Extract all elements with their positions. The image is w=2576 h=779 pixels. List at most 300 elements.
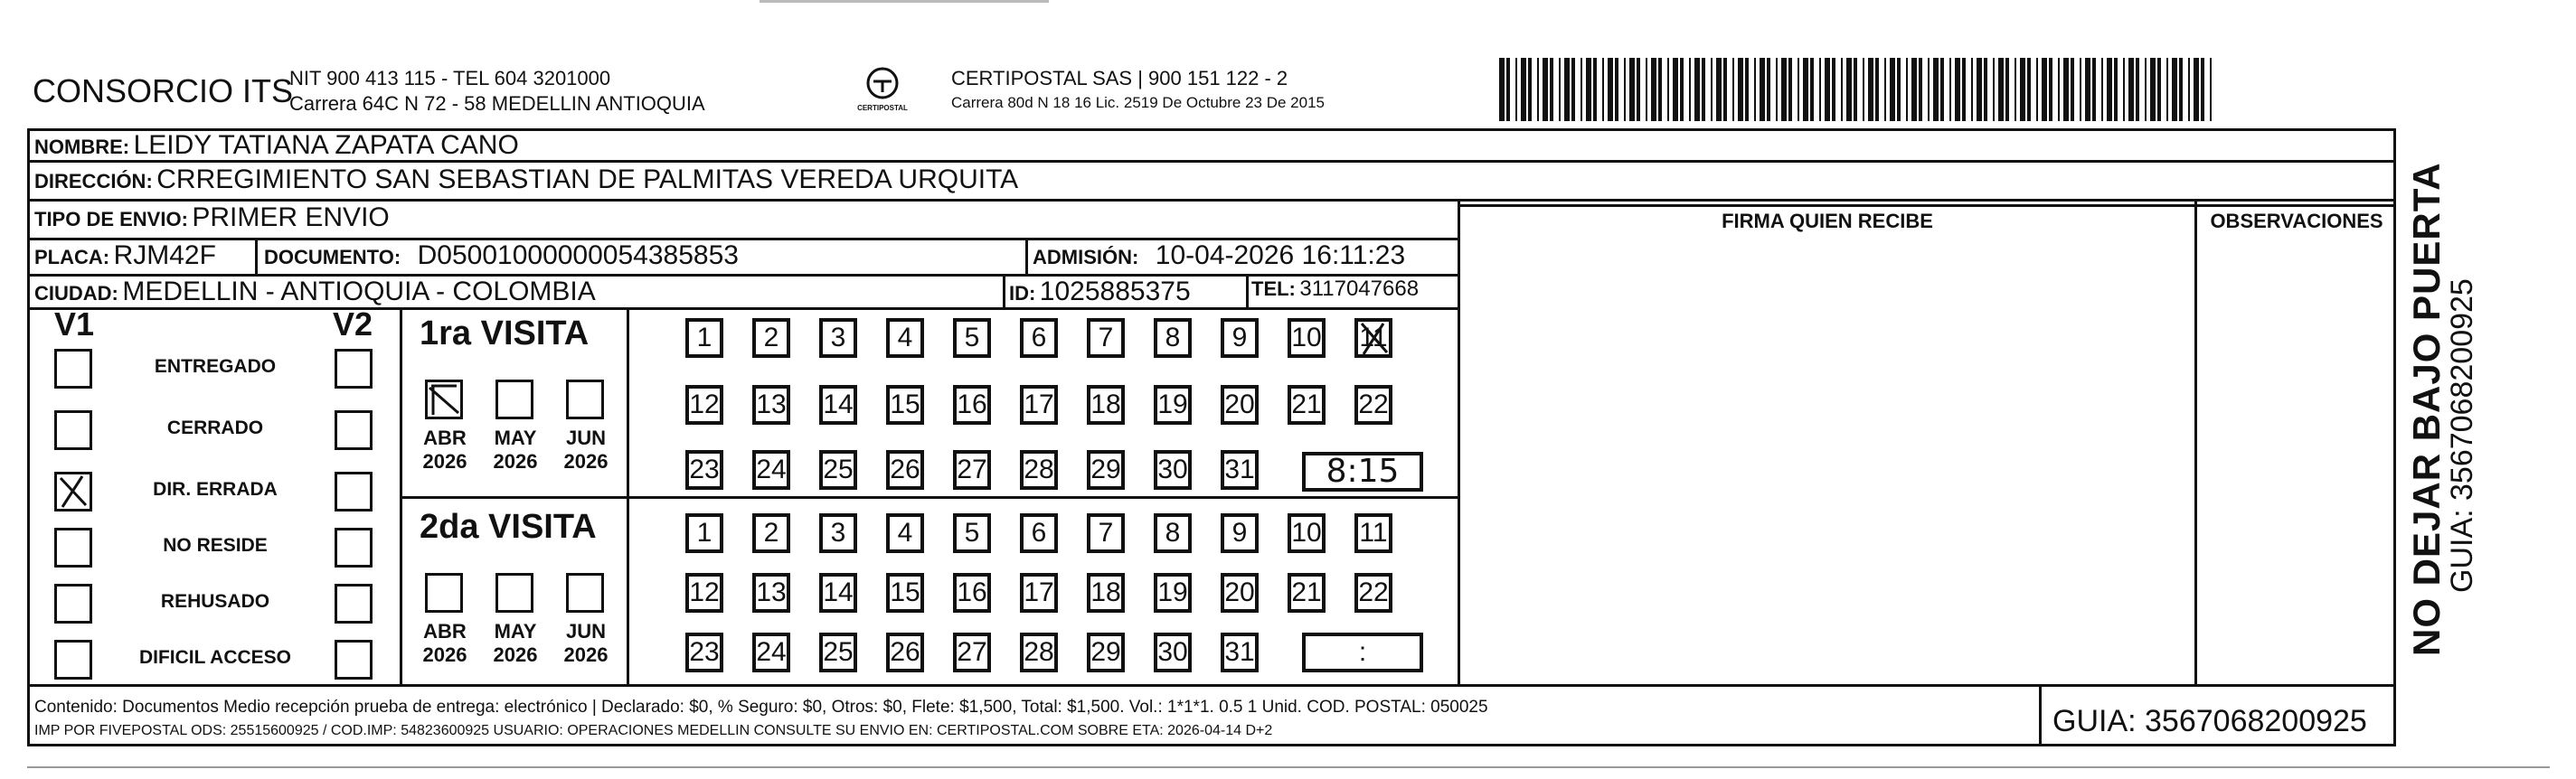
day-number: 31 <box>1224 455 1255 484</box>
check-mark-icon <box>57 474 90 509</box>
barcode-bar <box>1911 58 1917 121</box>
barcode-bar <box>2179 58 2183 121</box>
barcode-bar <box>2092 58 2096 121</box>
documento-row <box>264 240 739 271</box>
barcode-bar <box>2201 58 2204 121</box>
first-visit-day-25[interactable] <box>819 450 857 490</box>
first-visit-day-5[interactable] <box>953 318 991 358</box>
barcode-bar <box>1629 58 1635 121</box>
ciudad-value: MEDELLIN - ANTIOQUIA - COLOMBIA <box>122 277 596 306</box>
barcode-bar <box>1723 58 1727 121</box>
tel-label: TEL: <box>1251 277 1296 300</box>
barcode-bar <box>1962 58 1966 121</box>
tipo-label: TIPO DE ENVIO: <box>34 208 188 230</box>
second-visit-day-28[interactable] <box>1020 633 1058 672</box>
second-visit-time[interactable] <box>1302 633 1423 672</box>
barcode-bar <box>1515 58 1517 121</box>
second-visit-day-26[interactable] <box>886 633 924 672</box>
second-visit-month-label-2: JUN <box>565 620 606 643</box>
day-number: 18 <box>1090 390 1121 419</box>
day-number: 16 <box>957 390 987 419</box>
first-visit-day-22[interactable] <box>1354 385 1392 425</box>
second-visit-year-label-0: 2026 <box>422 643 467 666</box>
day-number: 20 <box>1224 390 1255 419</box>
first-visit-day-30[interactable] <box>1154 450 1192 490</box>
tipo-value: PRIMER ENVIO <box>192 202 390 232</box>
second-visit-day-11[interactable] <box>1354 513 1392 553</box>
first-visit-day-23[interactable] <box>685 450 723 490</box>
v2-checkbox-3[interactable] <box>335 528 373 568</box>
first-visit-day-7[interactable] <box>1087 318 1125 358</box>
placa-row <box>34 240 216 271</box>
day-number: 1 <box>696 518 712 548</box>
day-number: 30 <box>1157 455 1188 484</box>
barcode-bar <box>1624 58 1626 121</box>
day-number: 10 <box>1291 323 1322 352</box>
status-label-3: NO RESIDE <box>163 535 268 556</box>
day-number: 5 <box>964 518 980 548</box>
day-number: 22 <box>1358 577 1389 607</box>
first-visit-day-1[interactable] <box>685 318 723 358</box>
first-visit-month-box-0[interactable] <box>425 380 463 419</box>
second-visit-day-23[interactable] <box>685 633 723 672</box>
second-visit-day-30[interactable] <box>1154 633 1192 672</box>
day-number: 23 <box>689 455 720 484</box>
barcode-bar <box>1559 58 1561 121</box>
carrier-address: Carrera 80d N 18 16 Lic. 2519 De Octubre 23 De 2015 <box>951 94 1325 111</box>
day-number: 2 <box>763 323 779 352</box>
barcode-bar <box>1846 58 1852 121</box>
day-number: 9 <box>1231 518 1248 548</box>
barcode-bar <box>1832 58 1835 121</box>
footer-guia: GUIA: 3567068200925 <box>2052 704 2367 738</box>
barcode-bar <box>2049 58 2052 121</box>
v2-checkbox-0[interactable] <box>335 349 373 389</box>
second-visit-day-22[interactable] <box>1354 573 1392 613</box>
first-visit-month-label-1: MAY <box>494 427 537 449</box>
first-visit-day-26[interactable] <box>886 450 924 490</box>
barcode-bar <box>2063 58 2069 121</box>
second-visit-day-14[interactable] <box>819 573 857 613</box>
barcode-bar <box>2015 58 2016 121</box>
first-visit-day-20[interactable] <box>1221 385 1259 425</box>
barcode-bar <box>1564 58 1570 121</box>
day-number: 3 <box>830 518 846 548</box>
day-number: 7 <box>1098 323 1114 352</box>
barcode-bar <box>1803 58 1808 121</box>
second-visit-day-17[interactable] <box>1020 573 1058 613</box>
barcode-bar <box>2157 58 2161 121</box>
v2-checkbox-2[interactable] <box>335 472 373 512</box>
barcode-bar <box>1543 58 1548 121</box>
status-label-5: DIFICIL ACCESO <box>138 647 291 668</box>
day-number: 15 <box>890 577 920 607</box>
day-number: 13 <box>756 577 787 607</box>
barcode-bar <box>1615 58 1618 121</box>
second-visit-day-4[interactable] <box>886 513 924 553</box>
first-visit-time-value: 8:15 <box>1326 453 1400 490</box>
direccion-label: DIRECCIÓN: <box>34 170 153 192</box>
day-number: 13 <box>756 390 787 419</box>
barcode-bar <box>2080 58 2081 121</box>
second-visit-day-25[interactable] <box>819 633 857 672</box>
first-visit-day-24[interactable] <box>752 450 790 490</box>
direccion-value: CRREGIMIENTO SAN SEBASTIAN DE PALMITAS VEREDA URQUITA <box>156 164 1019 194</box>
barcode-bar <box>1854 58 1857 121</box>
day-number: 17 <box>1024 390 1054 419</box>
first-visit-day-21[interactable] <box>1288 385 1326 425</box>
day-number: 10 <box>1291 518 1322 548</box>
first-visit-year-label-1: 2026 <box>493 450 538 473</box>
first-visit-day-28[interactable] <box>1020 450 1058 490</box>
first-visit-month-box-2[interactable] <box>566 380 604 419</box>
barcode-bar <box>1711 58 1713 121</box>
day-number: 6 <box>1031 323 1047 352</box>
tel-value: 3117047668 <box>1299 277 1420 301</box>
first-visit-day-16[interactable] <box>953 385 991 425</box>
first-visit-year-label-0: 2026 <box>422 450 467 473</box>
barcode-bar <box>2194 58 2199 121</box>
barcode-bar <box>1868 58 1873 121</box>
admision-value: 10-04-2026 16:11:23 <box>1155 240 1406 270</box>
v2-header: V2 <box>333 305 373 343</box>
barcode-bar <box>2020 58 2025 121</box>
second-visit-month-label-1: MAY <box>494 620 537 643</box>
day-number: 7 <box>1098 518 1114 548</box>
barcode-bar <box>2101 58 2103 121</box>
first-visit-year-label-2: 2026 <box>563 450 609 473</box>
barcode-bar <box>1581 58 1582 121</box>
day-number: 29 <box>1090 455 1121 484</box>
barcode-bar <box>1499 58 1505 121</box>
second-visit-day-18[interactable] <box>1087 573 1125 613</box>
barcode-bar <box>1646 58 1647 121</box>
barcode-bar <box>1933 58 1939 121</box>
day-number: 8 <box>1165 323 1181 352</box>
second-visit-day-8[interactable] <box>1154 513 1192 553</box>
admision-label: ADMISIÓN: <box>1033 246 1139 268</box>
second-visit-time-value: : <box>1358 637 1367 667</box>
second-visit-day-29[interactable] <box>1087 633 1125 672</box>
barcode-bar <box>1825 58 1830 121</box>
second-visit-day-5[interactable] <box>953 513 991 553</box>
day-number: 17 <box>1024 577 1054 607</box>
barcode-bar <box>1702 58 1705 121</box>
day-number: 28 <box>1024 455 1054 484</box>
second-visit-day-2[interactable] <box>752 513 790 553</box>
v1-checkbox-1[interactable] <box>54 410 92 450</box>
firma-header: FIRMA QUIEN RECIBE <box>1722 210 1933 232</box>
barcode-bar <box>2150 58 2156 121</box>
v1-checkbox-4[interactable] <box>54 584 92 624</box>
placa-label: PLACA: <box>34 246 110 268</box>
barcode-bar <box>1819 58 1821 121</box>
day-number: 5 <box>964 323 980 352</box>
v1-checkbox-2[interactable] <box>54 472 92 512</box>
carrier-name: CERTIPOSTAL SAS | 900 151 122 - 2 <box>951 67 1288 89</box>
barcode-icon <box>1499 58 2219 121</box>
first-visit-day-11[interactable] <box>1354 318 1392 358</box>
scan-mark <box>760 0 1049 3</box>
ciudad-row <box>34 277 596 307</box>
second-visit-day-16[interactable] <box>953 573 991 613</box>
barcode-bar <box>1863 58 1864 121</box>
day-number: 21 <box>1291 390 1322 419</box>
day-number: 26 <box>890 455 920 484</box>
side-guia <box>2445 213 2490 593</box>
day-number: 23 <box>689 637 720 667</box>
barcode-bar <box>1673 58 1678 121</box>
side-warning-text: NO DEJAR BAJO PUERTA <box>2405 162 2448 656</box>
placa-value: RJM42F <box>113 240 216 270</box>
second-visit-day-12[interactable] <box>685 573 723 613</box>
tipo-row <box>34 202 390 233</box>
first-visit-day-6[interactable] <box>1020 318 1058 358</box>
barcode-bar <box>1897 58 1901 121</box>
barcode-bar <box>1506 58 1510 121</box>
day-number: 31 <box>1224 637 1255 667</box>
day-number: 27 <box>957 637 987 667</box>
first-visit-day-2[interactable] <box>752 318 790 358</box>
v1-checkbox-0[interactable] <box>54 349 92 389</box>
day-number: 3 <box>830 323 846 352</box>
logo-text: CERTIPOSTAL <box>857 104 908 112</box>
second-visit-day-13[interactable] <box>752 573 790 613</box>
admision-row <box>1033 240 1405 271</box>
second-visit-day-21[interactable] <box>1288 573 1326 613</box>
barcode-bar <box>1602 58 1604 121</box>
barcode-bar <box>1984 58 1987 121</box>
barcode-bar <box>1754 58 1756 121</box>
first-visit-day-4[interactable] <box>886 318 924 358</box>
barcode-bar <box>2123 58 2125 121</box>
first-visit-day-14[interactable] <box>819 385 857 425</box>
barcode-bar <box>2188 58 2190 121</box>
nombre-row <box>34 130 519 161</box>
second-visit-title: 2da VISITA <box>420 508 597 546</box>
id-label: ID: <box>1009 282 1036 305</box>
first-visit-day-8[interactable] <box>1154 318 1192 358</box>
barcode-bar <box>1738 58 1743 121</box>
status-label-1: CERRADO <box>166 418 264 438</box>
barcode-bar <box>2005 58 2009 121</box>
barcode-bar <box>2042 58 2047 121</box>
ciudad-label: CIUDAD: <box>34 282 118 305</box>
barcode-bar <box>2107 58 2112 121</box>
first-visit-day-17[interactable] <box>1020 385 1058 425</box>
barcode-bar <box>1971 58 1973 121</box>
barcode-bar <box>1788 58 1792 121</box>
status-label-4: REHUSADO <box>160 591 270 612</box>
second-visit-year-label-2: 2026 <box>563 643 609 666</box>
second-visit-day-10[interactable] <box>1288 513 1326 553</box>
barcode-bar <box>1694 58 1700 121</box>
barcode-bar <box>1767 58 1770 121</box>
day-number: 30 <box>1157 637 1188 667</box>
day-number: 21 <box>1291 577 1322 607</box>
first-visit-day-12[interactable] <box>685 385 723 425</box>
barcode-bar <box>1919 58 1922 121</box>
barcode-bar <box>1550 58 1553 121</box>
v1-checkbox-5[interactable] <box>54 640 92 680</box>
second-visit-year-label-1: 2026 <box>493 643 538 666</box>
first-visit-day-13[interactable] <box>752 385 790 425</box>
second-visit-month-box-0[interactable] <box>425 573 463 613</box>
day-number: 9 <box>1231 323 1248 352</box>
first-visit-day-15[interactable] <box>886 385 924 425</box>
barcode-bar <box>2210 58 2212 121</box>
second-visit-day-6[interactable] <box>1020 513 1058 553</box>
barcode-bar <box>2036 58 2038 121</box>
company-address: Carrera 64C N 72 - 58 MEDELLIN ANTIOQUIA <box>289 92 705 115</box>
day-number: 14 <box>823 390 854 419</box>
day-number: 2 <box>763 518 779 548</box>
second-visit-day-7[interactable] <box>1087 513 1125 553</box>
second-visit-day-9[interactable] <box>1221 513 1259 553</box>
company-nit: NIT 900 413 115 - TEL 604 3201000 <box>289 67 611 89</box>
barcode-bar <box>1781 58 1787 121</box>
barcode-bar <box>1732 58 1734 121</box>
side-guia-text: GUIA: 3567068200925 <box>2445 278 2479 593</box>
barcode-bar <box>2128 58 2134 121</box>
day-number: 4 <box>897 323 913 352</box>
day-number: 22 <box>1358 390 1389 419</box>
observaciones-header: OBSERVACIONES <box>2210 210 2383 232</box>
day-number: 18 <box>1090 577 1121 607</box>
first-visit-day-3[interactable] <box>819 318 857 358</box>
footer-imp-line: IMP POR FIVEPOSTAL ODS: 25515600925 / COD.IMP: 54823600925 USUARIO: OPERACIONES MEDELLIN CONSULTE SU ENVIO EN: CERTIPOSTAL.COM SOBRE ETA: 2026-04-14 D+2 <box>34 723 1273 738</box>
documento-label: DOCUMENTO: <box>264 246 401 268</box>
status-label-2: DIR. ERRADA <box>153 479 278 500</box>
second-visit-day-1[interactable] <box>685 513 723 553</box>
v2-checkbox-4[interactable] <box>335 584 373 624</box>
tel-row <box>1251 277 1419 302</box>
documento-value: D05001000000054385853 <box>417 240 739 270</box>
certipostal-logo <box>855 65 910 119</box>
day-number: 26 <box>890 637 920 667</box>
first-visit-month-box-1[interactable] <box>495 380 533 419</box>
first-visit-day-9[interactable] <box>1221 318 1259 358</box>
day-number: 8 <box>1165 518 1181 548</box>
barcode-bar <box>1940 58 1944 121</box>
first-visit-day-27[interactable] <box>953 450 991 490</box>
barcode-bar <box>1716 58 1722 121</box>
second-visit-day-19[interactable] <box>1154 573 1192 613</box>
first-visit-day-18[interactable] <box>1087 385 1125 425</box>
barcode-bar <box>1680 58 1684 121</box>
barcode-bar <box>1593 58 1597 121</box>
v2-checkbox-5[interactable] <box>335 640 373 680</box>
first-visit-day-29[interactable] <box>1087 450 1125 490</box>
barcode-bar <box>2166 58 2168 121</box>
day-number: 27 <box>957 455 987 484</box>
first-visit-time[interactable] <box>1302 452 1423 492</box>
day-number: 11 <box>1359 323 1388 352</box>
first-visit-month-label-2: JUN <box>565 427 606 449</box>
barcode-bar <box>1667 58 1669 121</box>
barcode-bar <box>2172 58 2177 121</box>
second-visit-day-27[interactable] <box>953 633 991 672</box>
barcode-bar <box>1521 58 1526 121</box>
barcode-bar <box>2136 58 2139 121</box>
barcode-bar <box>1884 58 1886 121</box>
barcode-bar <box>1798 58 1799 121</box>
second-visit-day-3[interactable] <box>819 513 857 553</box>
footer-content-line: Contenido: Documentos Medio recepción prueba de entrega: electrónico | Declarado: $0, % Seguro: $0, Otros: $0, Flete: $1,500, Total: $1,500. Vol.: 1*1*1. 0.5 1 Unid. COD. POSTAL: 050025 <box>34 698 1488 717</box>
barcode-bar <box>1890 58 1895 121</box>
v1-checkbox-3[interactable] <box>54 528 92 568</box>
barcode-bar <box>2027 58 2031 121</box>
day-number: 15 <box>890 390 920 419</box>
barcode-bar <box>1875 58 1879 121</box>
day-number: 19 <box>1157 390 1188 419</box>
nombre-value: LEIDY TATIANA ZAPATA CANO <box>133 130 519 160</box>
barcode-bar <box>1689 58 1691 121</box>
barcode-bar <box>1537 58 1539 121</box>
barcode-bar <box>1841 58 1843 121</box>
day-number: 4 <box>897 518 913 548</box>
day-number: 11 <box>1359 518 1388 548</box>
logo-icon <box>864 65 901 101</box>
barcode-bar <box>1776 58 1778 121</box>
barcode <box>1499 58 2219 121</box>
second-visit-day-20[interactable] <box>1221 573 1259 613</box>
barcode-bar <box>1658 58 1662 121</box>
first-visit-day-10[interactable] <box>1288 318 1326 358</box>
first-visit-day-31[interactable] <box>1221 450 1259 490</box>
second-visit-month-box-2[interactable] <box>566 573 604 613</box>
day-number: 20 <box>1224 577 1255 607</box>
second-visit-day-15[interactable] <box>886 573 924 613</box>
barcode-bar <box>2145 58 2147 121</box>
first-visit-day-19[interactable] <box>1154 385 1192 425</box>
day-number: 29 <box>1090 637 1121 667</box>
second-visit-month-box-1[interactable] <box>495 573 533 613</box>
barcode-bar <box>1637 58 1640 121</box>
day-number: 12 <box>689 390 720 419</box>
barcode-bar <box>2071 58 2074 121</box>
status-label-0: ENTREGADO <box>154 356 277 377</box>
page-bottom-rule <box>27 766 2550 768</box>
second-visit-day-31[interactable] <box>1221 633 1259 672</box>
barcode-bar <box>1993 58 1995 121</box>
barcode-bar <box>1949 58 1951 121</box>
barcode-bar <box>1906 58 1908 121</box>
barcode-bar <box>1528 58 1532 121</box>
first-visit-title: 1ra VISITA <box>420 314 590 352</box>
company-name: CONSORCIO ITS <box>33 72 294 109</box>
barcode-bar <box>1608 58 1613 121</box>
day-number: 1 <box>696 323 712 352</box>
day-number: 25 <box>823 637 854 667</box>
day-cross-mark-icon <box>1356 320 1392 358</box>
day-number: 14 <box>823 577 854 607</box>
day-number: 19 <box>1157 577 1188 607</box>
id-value: 1025885375 <box>1039 277 1191 306</box>
barcode-bar <box>1928 58 1930 121</box>
v1-header: V1 <box>54 305 95 343</box>
day-number: 25 <box>823 455 854 484</box>
nombre-label: NOMBRE: <box>34 136 130 158</box>
barcode-bar <box>2058 58 2060 121</box>
v2-checkbox-1[interactable] <box>335 410 373 450</box>
first-visit-month-label-0: ABR <box>423 427 467 449</box>
barcode-bar <box>1998 58 2004 121</box>
barcode-bar <box>1810 58 1814 121</box>
second-visit-day-24[interactable] <box>752 633 790 672</box>
day-number: 24 <box>756 637 787 667</box>
barcode-bar <box>2085 58 2090 121</box>
